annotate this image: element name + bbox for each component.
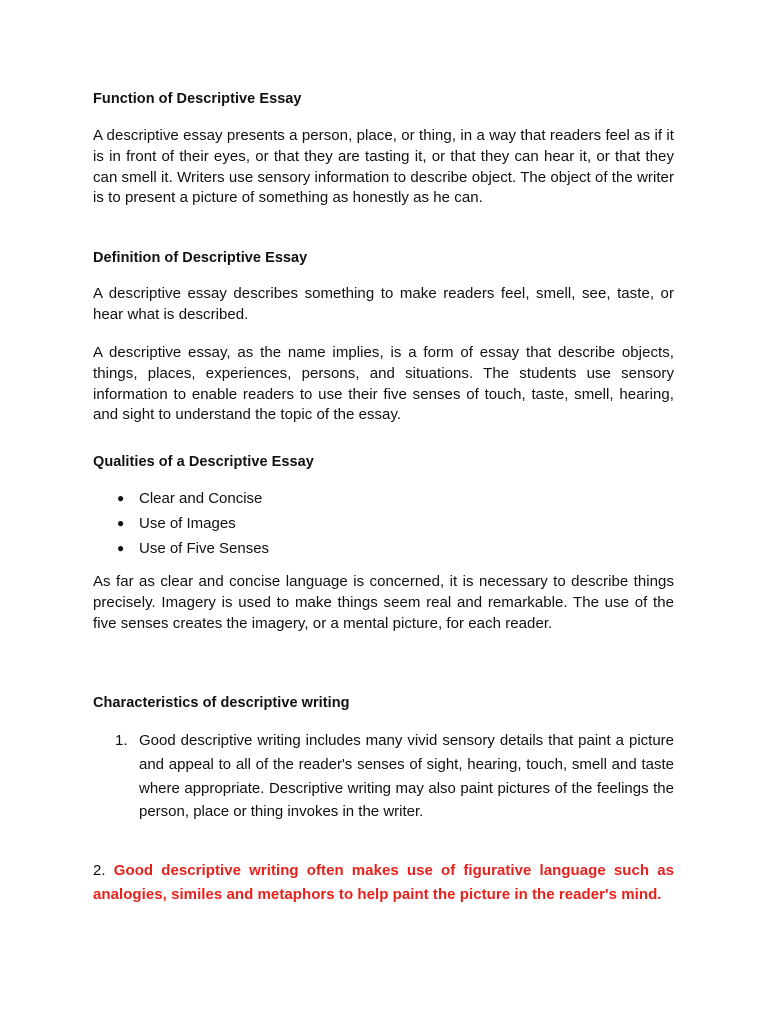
paragraph-definition-2: A descriptive essay, as the name implies, is a form of essay that describe objects, things, places, experiences, persons, and situations. The students use sensory information to enable readers to use their five senses of touch, taste, smell, hearing, and sight to understand the topic of the essay. [93, 344, 674, 424]
paragraph-function-part-a: A descriptive essay presents a person, place, or thing, in a way that readers feel as if it is in front of their eyes, or that they are tasting it, or that they can hear it, or that they can smell it. Writers use sensory information to describe [93, 127, 674, 186]
bullet-icon: ● [117, 516, 125, 530]
list-item [93, 486, 674, 511]
list-item-number: 2. [93, 862, 106, 879]
bullet-icon: ● [117, 541, 125, 555]
section-heading-function: Function of Descriptive Essay [93, 91, 302, 107]
paragraph-function [93, 126, 674, 209]
paragraph-function-object-word: object [471, 168, 513, 186]
highlighted-text: Good descriptive writing often makes use of figurative language such as analogies, similes and metaphors to help paint the picture in the reader's mind. [93, 862, 675, 903]
list-item [93, 729, 674, 824]
paragraph-characteristic-2 [93, 859, 674, 907]
bullet-icon: ● [117, 491, 125, 505]
characteristics-list [93, 729, 674, 824]
list-item [93, 511, 674, 536]
section-heading-definition: Definition of Descriptive Essay [93, 250, 308, 266]
paragraph-qualities: As far as clear and concise language is concerned, it is necessary to describe things precisely. Imagery is used to make things seem real and remarkable. The use of the five senses creates the imagery, or a mental picture, for each reader. [93, 573, 674, 632]
paragraph-definition-1: A descriptive essay describes something to make readers feel, smell, see, taste, or hear what is described. [93, 285, 674, 323]
section-heading-characteristics: Characteristics of descriptive writing [93, 695, 350, 711]
list-item-text: Good descriptive writing includes many vivid sensory details that paint a picture and appeal to all of the reader's senses of sight, hearing, touch, smell and taste where appropriate. Descriptive writing may also paint pictures of the feelings the person, place or thing invokes in the writer. [139, 732, 674, 821]
document-page [93, 0, 674, 1024]
list-item-number: 1. [115, 732, 128, 749]
list-item-text: Use of Images [139, 515, 236, 532]
section-heading-qualities: Qualities of a Descriptive Essay [93, 454, 314, 470]
list-item-text: Clear and Concise [139, 490, 263, 507]
list-item [93, 536, 674, 561]
qualities-list [93, 486, 674, 561]
paragraph-function-part-b: . The object of the writer is to present a picture of something as honestly as he can. [93, 168, 674, 207]
list-item-text: Use of Five Senses [139, 540, 270, 557]
